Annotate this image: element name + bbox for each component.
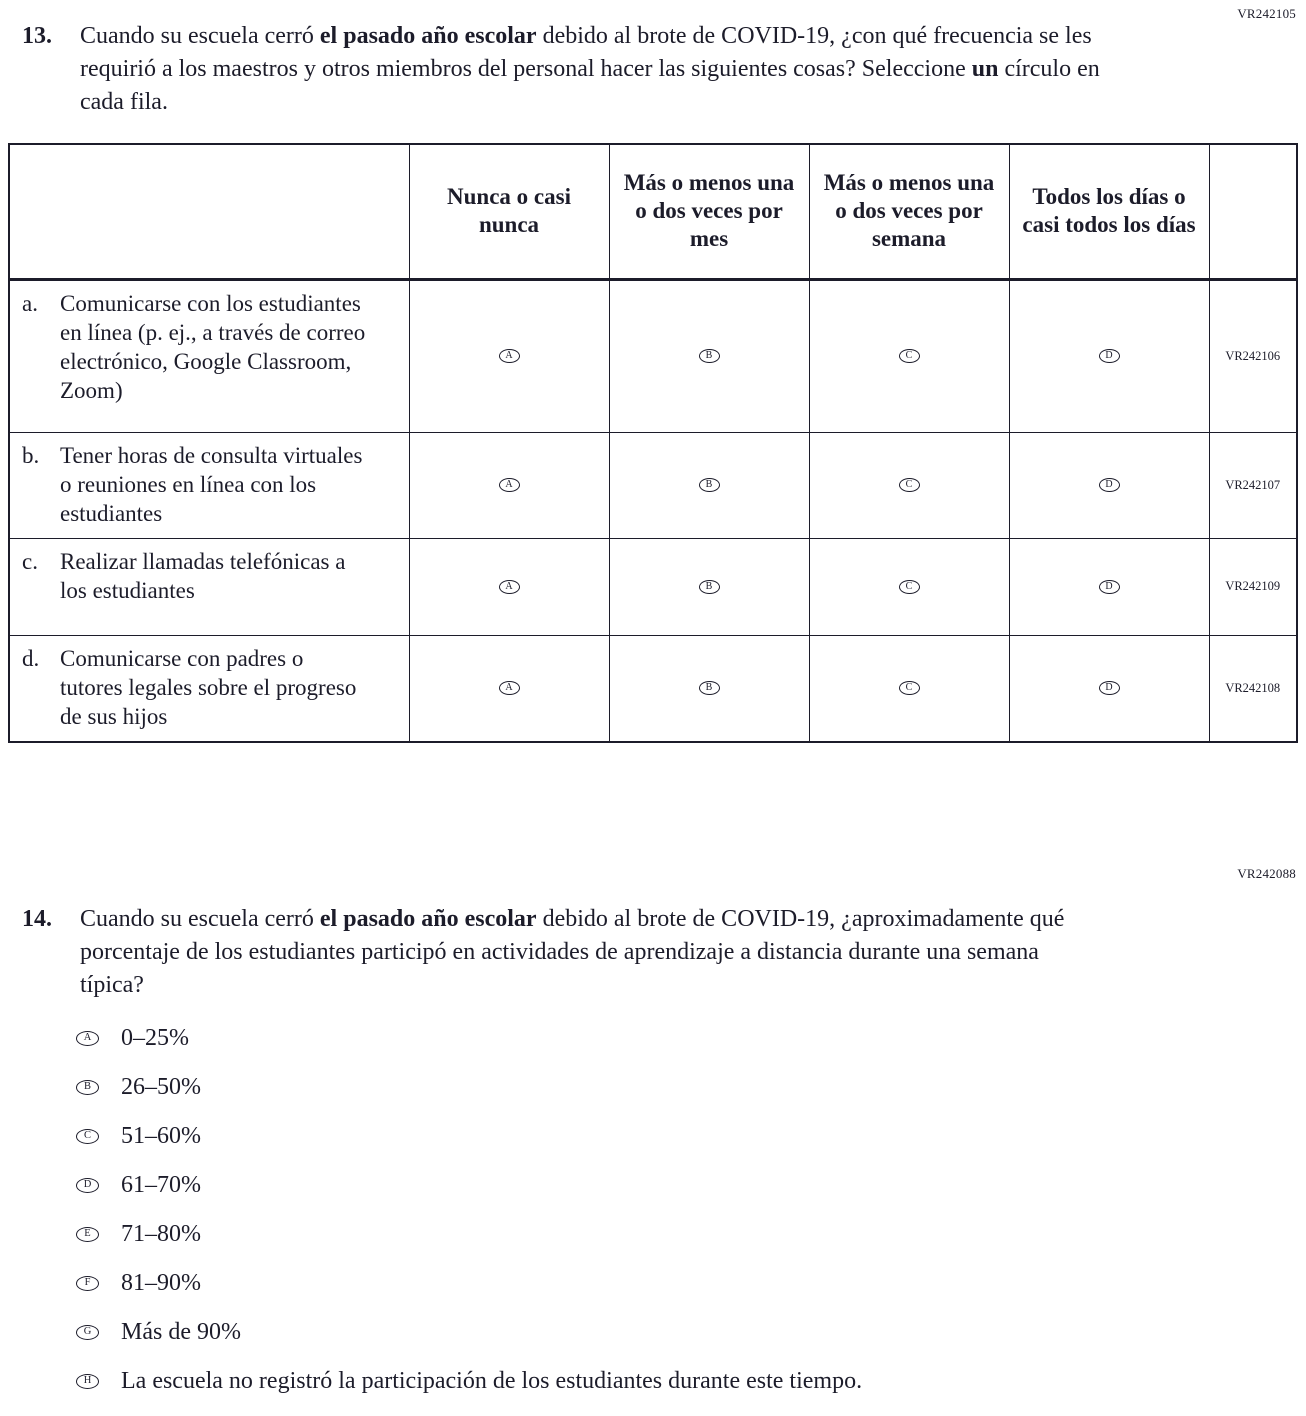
row-label-c: [9, 538, 409, 635]
option-label-E: 71–80%: [121, 1221, 201, 1247]
question-14-prompt: Cuando su escuela cerró el pasado año escolar debido al brote de COVID-19, ¿aproximadamente qué porcentaje de los estudiantes participó en actividades de aprendizaje a distancia durante una semana típica?: [80, 906, 1065, 998]
option-cell-c-A: [409, 538, 609, 635]
option-cell-b-D: [1009, 432, 1209, 538]
option-cell-a-D: [1009, 279, 1209, 432]
answer-option-E: [76, 1220, 1256, 1249]
column-header-4: Todos los días o casi todos los días: [1009, 144, 1209, 279]
option-label-F: 81–90%: [121, 1270, 201, 1296]
row-text: Realizar llamadas telefónicas a los estudiantes: [60, 548, 346, 603]
radio-bubble-q14-B[interactable]: B: [76, 1080, 99, 1095]
answer-option-D: [76, 1171, 1256, 1200]
row-letter: c.: [22, 548, 38, 574]
option-label-H: La escuela no registró la participación de los estudiantes durante este tiempo.: [121, 1368, 863, 1394]
question-14: [22, 903, 1102, 1002]
table-corner-cell: [9, 144, 409, 279]
radio-bubble-q14-C[interactable]: C: [76, 1129, 99, 1144]
option-cell-c-B: [609, 538, 809, 635]
radio-bubble-q14-H[interactable]: H: [76, 1374, 99, 1389]
answer-option-H: [76, 1367, 1256, 1396]
answer-option-B: [76, 1073, 1256, 1102]
column-header-2: Más o menos una o dos veces por mes: [609, 144, 809, 279]
row-code-a: VR242106: [1209, 279, 1297, 432]
option-cell-a-B: [609, 279, 809, 432]
question-13: [22, 20, 1132, 119]
option-cell-c-C: [809, 538, 1009, 635]
row-label-a: [9, 279, 409, 432]
form-code-middle: VR242088: [1237, 866, 1296, 881]
option-cell-a-A: [409, 279, 609, 432]
option-label-G: Más de 90%: [121, 1319, 241, 1345]
table-row-a: [9, 279, 1297, 432]
radio-bubble-c-D[interactable]: D: [1099, 580, 1120, 594]
question-13-number: 13.: [22, 23, 52, 49]
column-header-3: Más o menos una o dos veces por semana: [809, 144, 1009, 279]
table-row-b: [9, 432, 1297, 538]
option-cell-d-A: [409, 635, 609, 742]
row-label-d: [9, 635, 409, 742]
answer-option-C: [76, 1122, 1256, 1151]
radio-bubble-d-A[interactable]: A: [499, 681, 520, 695]
q13-frequency-table: [8, 143, 1298, 743]
radio-bubble-c-A[interactable]: A: [499, 580, 520, 594]
column-header-1: Nunca o casi nunca: [409, 144, 609, 279]
radio-bubble-q14-E[interactable]: E: [76, 1227, 99, 1242]
table-header-row: [9, 144, 1297, 279]
option-cell-b-A: [409, 432, 609, 538]
option-cell-a-C: [809, 279, 1009, 432]
radio-bubble-d-C[interactable]: C: [899, 681, 920, 695]
row-text: Tener horas de consulta virtuales o reuniones en línea con los estudiantes: [60, 442, 363, 526]
q14-answer-options: [76, 1024, 1256, 1416]
option-cell-b-C: [809, 432, 1009, 538]
radio-bubble-d-D[interactable]: D: [1099, 681, 1120, 695]
option-label-A: 0–25%: [121, 1025, 189, 1051]
radio-bubble-b-A[interactable]: A: [499, 478, 520, 492]
radio-bubble-c-C[interactable]: C: [899, 580, 920, 594]
option-cell-d-D: [1009, 635, 1209, 742]
option-cell-d-C: [809, 635, 1009, 742]
radio-bubble-q14-D[interactable]: D: [76, 1178, 99, 1193]
row-code-b: VR242107: [1209, 432, 1297, 538]
option-label-B: 26–50%: [121, 1074, 201, 1100]
row-code-c: VR242109: [1209, 538, 1297, 635]
radio-bubble-q14-F[interactable]: F: [76, 1276, 99, 1291]
row-letter: b.: [22, 442, 40, 468]
answer-option-F: [76, 1269, 1256, 1298]
radio-bubble-a-B[interactable]: B: [699, 349, 720, 363]
row-label-b: [9, 432, 409, 538]
row-text: Comunicarse con los estudiantes en línea (p. ej., a través de correo electrónico, Google Classroom, Zoom): [60, 290, 366, 403]
radio-bubble-q14-G[interactable]: G: [76, 1325, 99, 1340]
row-code-d: VR242108: [1209, 635, 1297, 742]
question-13-prompt: Cuando su escuela cerró el pasado año escolar debido al brote de COVID-19, ¿con qué frecuencia se les requirió a los maestros y otros miembros del personal hacer las siguientes cosas? Seleccione un círculo en cada fila.: [80, 23, 1100, 115]
option-cell-d-B: [609, 635, 809, 742]
radio-bubble-d-B[interactable]: B: [699, 681, 720, 695]
radio-bubble-a-A[interactable]: A: [499, 349, 520, 363]
radio-bubble-a-D[interactable]: D: [1099, 349, 1120, 363]
row-letter: a.: [22, 290, 38, 316]
radio-bubble-b-C[interactable]: C: [899, 478, 920, 492]
radio-bubble-c-B[interactable]: B: [699, 580, 720, 594]
code-column-header: [1209, 144, 1297, 279]
table-row-d: [9, 635, 1297, 742]
option-cell-c-D: [1009, 538, 1209, 635]
question-14-number: 14.: [22, 906, 52, 932]
table-row-c: [9, 538, 1297, 635]
option-cell-b-B: [609, 432, 809, 538]
radio-bubble-b-D[interactable]: D: [1099, 478, 1120, 492]
option-label-C: 51–60%: [121, 1123, 201, 1149]
answer-option-A: [76, 1024, 1256, 1053]
option-label-D: 61–70%: [121, 1172, 201, 1198]
radio-bubble-a-C[interactable]: C: [899, 349, 920, 363]
answer-option-G: [76, 1318, 1256, 1347]
form-code-top: VR242105: [1237, 6, 1296, 21]
row-letter: d.: [22, 645, 40, 671]
row-text: Comunicarse con padres o tutores legales sobre el progreso de sus hijos: [60, 645, 357, 729]
radio-bubble-q14-A[interactable]: A: [76, 1031, 99, 1046]
radio-bubble-b-B[interactable]: B: [699, 478, 720, 492]
